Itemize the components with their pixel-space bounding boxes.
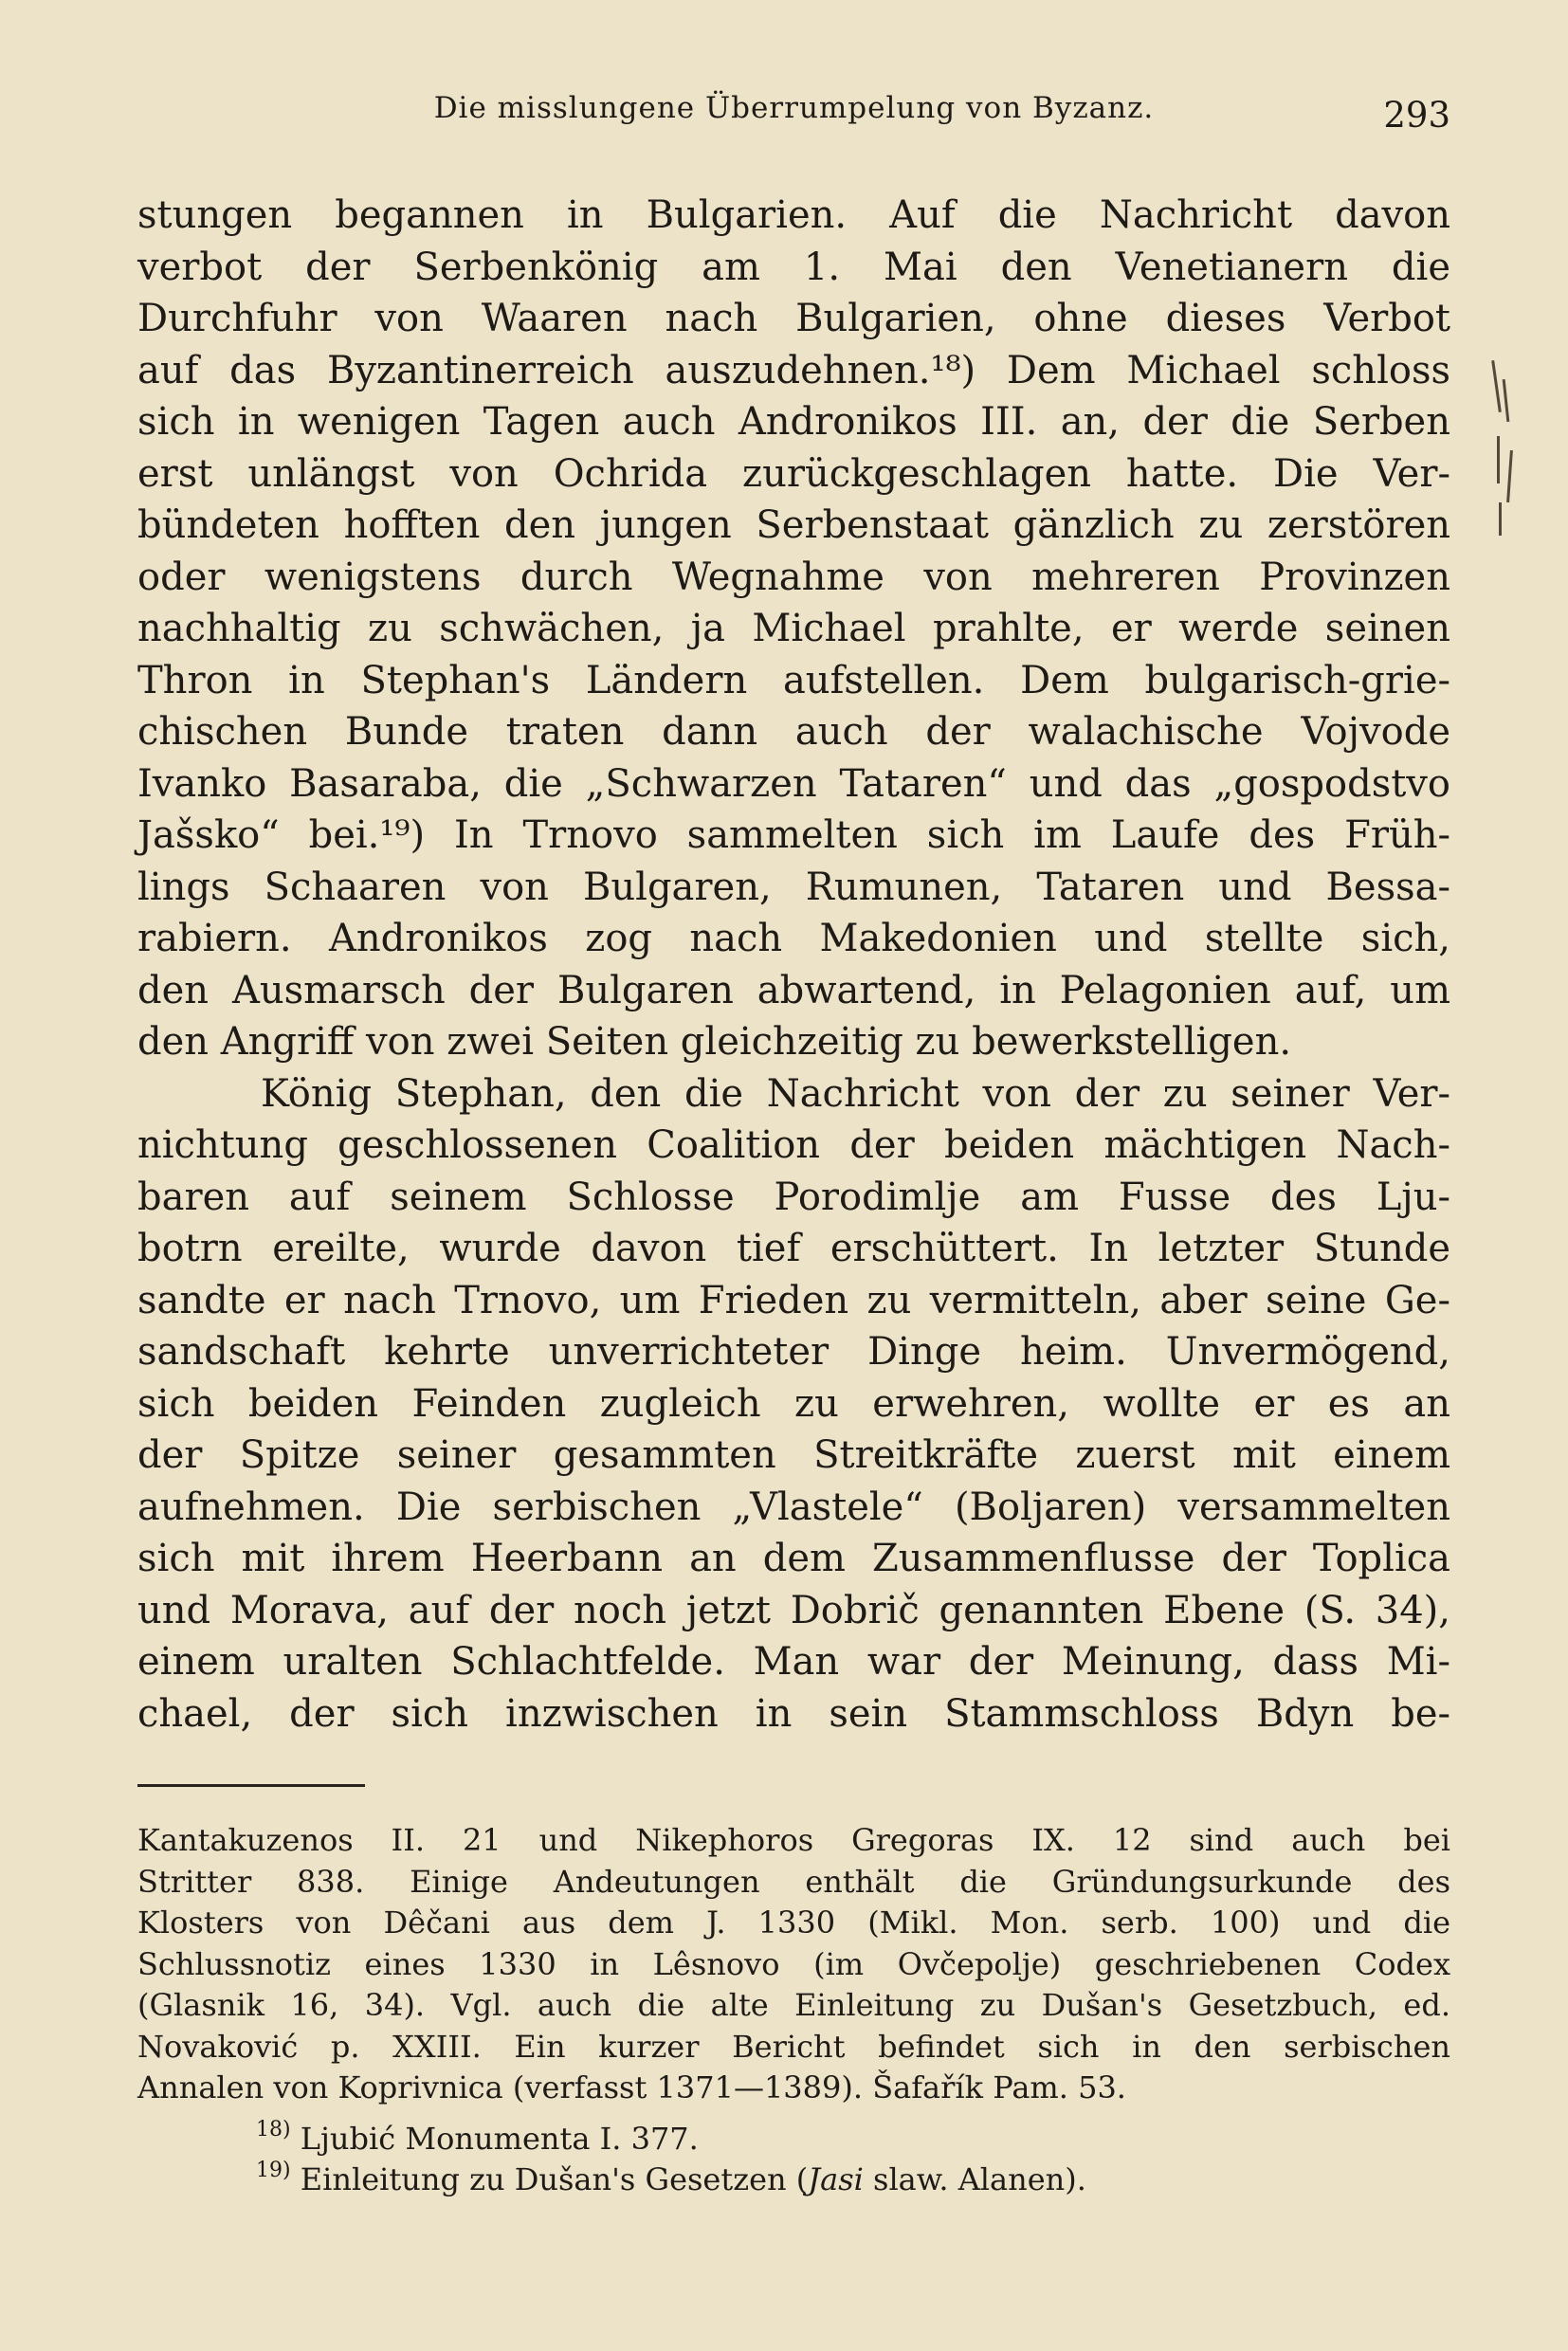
text-line: nachhaltig zu schwächen, ja Michael prahlte, er werde seinen <box>137 607 1450 650</box>
footnote-line: Annalen von Koprivnica (verfasst 1371—1389). Šafařík Pam. 53. <box>137 2069 1126 2105</box>
running-title: Die misslungene Überrumpelung von Byzanz. <box>433 91 1155 125</box>
footnote-18-mark: 18) <box>256 2117 291 2141</box>
text-line: verbot der Serbenkönig am 1. Mai den Venetianern die <box>137 245 1450 289</box>
text-line: Jašsko“ bei.¹⁹) In Trnovo sammelten sich im Laufe des Früh- <box>137 813 1450 857</box>
text-line: lings Schaaren von Bulgaren, Rumunen, Tataren und Bessa- <box>137 865 1450 909</box>
footnote-line: Klosters von Dêčani aus dem J. 1330 (Mikl. Mon. serb. 100) und die <box>137 1904 1450 1941</box>
footnote-18-text: Ljubić Monumenta I. 377. <box>300 2120 699 2157</box>
text-line: den Ausmarsch der Bulgaren abwartend, in Pelagonien auf, um <box>137 968 1450 1012</box>
text-line: oder wenigstens durch Wegnahme von mehreren Provinzen <box>137 555 1450 599</box>
text-line: sich beiden Feinden zugleich zu erwehren, wollte er es an <box>137 1381 1450 1426</box>
footnote-18 <box>137 2109 1450 2157</box>
footnote-line: Schlussnotiz eines 1330 in Lêsnovo (im Ovčepolje) geschriebenen Codex <box>137 1945 1450 1982</box>
footnote-divider <box>137 1784 365 1787</box>
footnotes <box>137 1820 1450 2197</box>
footnote-19-mark: 19) <box>256 2159 291 2182</box>
text-line: sandschaft kehrte unverrichteter Dinge heim. Unvermögend, <box>137 1330 1450 1374</box>
text-line: rabiern. Andronikos zog nach Makedonien und stellte sich, <box>137 917 1450 960</box>
text-line: Durchfuhr von Waaren nach Bulgarien, ohne dieses Verbot <box>137 297 1450 340</box>
text-line: auf das Byzantinerreich auszudehnen.¹⁸) Dem Michael schloss <box>137 348 1450 392</box>
text-line: bündeten hofften den jungen Serbenstaat gänzlich zu zerstören <box>137 503 1450 547</box>
footnote-19-italic: Jasi <box>808 2161 864 2197</box>
page-header <box>137 87 1450 135</box>
text-line: der Spitze seiner gesammten Streitkräfte zuerst mit einem <box>137 1433 1450 1477</box>
footnote-19-text-a: Einleitung zu Dušan's Gesetzen ( <box>300 2161 809 2197</box>
text-line: erst unlängst von Ochrida zurückgeschlagen hatte. Die Ver- <box>137 451 1450 496</box>
footnote-line: Stritter 838. Einige Andeutungen enthält die Gründungsurkunde des <box>137 1863 1450 1900</box>
text-line: baren auf seinem Schlosse Porodimlje am Fusse des Lju- <box>137 1175 1450 1219</box>
text-line: Ivanko Basaraba, die „Schwarzen Tataren“ und das „gospodstvo <box>137 761 1450 806</box>
text-line: einem uralten Schlachtfelde. Man war der Meinung, dass Mi- <box>137 1640 1450 1684</box>
text-line: und Morava, auf der noch jetzt Dobrič genannten Ebene (S. 34), <box>137 1588 1450 1632</box>
footnote-line: (Glasnik 16, 34). Vgl. auch die alte Einleitung zu Dušan's Gesetzbuch, ed. <box>137 1987 1450 2023</box>
text-line: sich in wenigen Tagen auch Andronikos III. an, der die Serben <box>137 400 1450 444</box>
text-line: aufnehmen. Die serbischen „Vlastele“ (Boljaren) versammelten <box>137 1485 1450 1529</box>
text-line: sandte er nach Trnovo, um Frieden zu vermitteln, aber seine Ge- <box>137 1278 1450 1322</box>
margin-pencil-marks <box>1493 360 1531 531</box>
text-line: botrn ereilte, wurde davon tief erschüttert. In letzter Stunde <box>137 1227 1450 1270</box>
footnote-19 <box>137 2150 1450 2197</box>
text-line: sich mit ihrem Heerbann an dem Zusammenflusse der Toplica <box>137 1537 1450 1580</box>
text-line: nichtung geschlossenen Coalition der beiden mächtigen Nach- <box>137 1123 1450 1167</box>
page-number: 293 <box>1383 95 1450 136</box>
text-line: chischen Bunde traten dann auch der walachische Vojvode <box>137 710 1450 754</box>
footnote-line: Novaković p. XXIII. Ein kurzer Bericht befindet sich in den serbischen <box>137 2028 1450 2065</box>
text-line: stungen begannen in Bulgarien. Auf die Nachricht davon <box>137 193 1450 237</box>
footnote-line: Kantakuzenos II. 21 und Nikephoros Gregoras IX. 12 sind auch bei <box>137 1822 1450 1858</box>
text-line: den Angriff von zwei Seiten gleichzeitig zu bewerkstelligen. <box>137 1020 1292 1064</box>
text-line: Thron in Stephan's Ländern aufstellen. Dem bulgarisch-grie- <box>137 658 1450 702</box>
footnote-19-text-b: slaw. Alanen). <box>863 2161 1086 2197</box>
text-line: König Stephan, den die Nachricht von der zu seiner Ver- <box>261 1071 1450 1116</box>
body-text <box>137 190 1450 1740</box>
text-line: chael, der sich inzwischen in sein Stammschloss Bdyn be- <box>137 1691 1450 1736</box>
